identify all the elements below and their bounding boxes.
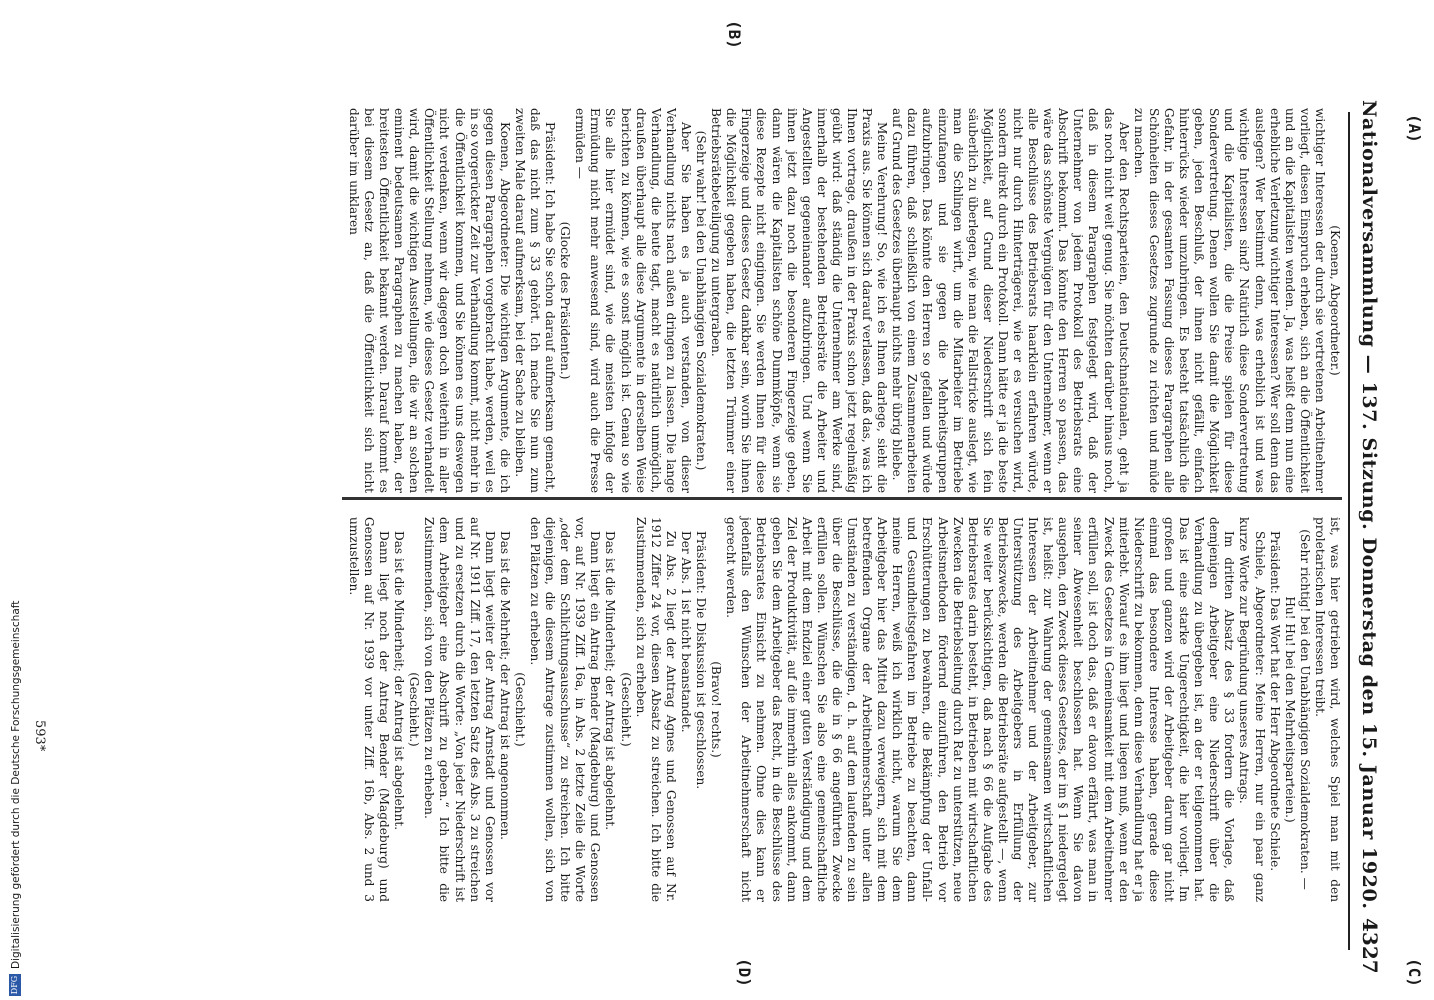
paragraph: Zu Abs. 2 liegt der Antrag Agnes und Genossen auf Nr. 1912 Ziffer 24 vor, diesen Absatz zu streichen. Ich bitte die Zustimmenden, sich zu erheben. [633,517,678,902]
left-column [346,108,1342,493]
paragraph: Meine Verehrung! So, wie ich es Ihnen darlege, sieht die Praxis aus. Sie können sich darauf verlassen, daß das, was ich Ihnen vortrage, draußen in der Praxis schon jetzt regelmäßig geübt wird: daß ständig die Unternehmer am Werke sind, innerhalb der bestehenden Betriebsräte die Arbeiter und Angestellten gegeneinander aufzubringen. Und wenn Sie ihnen jetzt dazu noch die besonderen Fingerzeige geben, dann wären die Kapitalisten schöne Dummköpfe, wenn sie diese Rezepte nicht eingingen. Sie werden Ihnen für diese Fingerzeige und dieses Gesetz dankbar sein, worin Sie ihnen die Möglichkeit gegeben haben, die letzten Trümmer einer Betriebsrätebeteiligung zu untergraben. [709,108,890,493]
page-reference: 593* [32,720,47,752]
paragraph: Das ist die Minderheit; der Antrag ist abgelehnt. [392,531,407,831]
interjection: (Sehr richtig! bei den Unabhängigen Sozialdemokraten. — Hu! Hu! bei den Mehrheitsparteien.) [1282,529,1312,890]
interjection: (Geschieht.) [407,672,422,747]
digitization-credit [4,1,20,996]
speaker-paragraph: Koenen, Abgeordneter: Die wichtigen Argumente, die ich gegen diesen Paragraphen vorgebracht habe, werden, weil es in so vorgerückter Zeit zur Verhandlung kommt, nicht mehr in die Öffentlichkeit kommen, und Sie können es uns deswegen nicht verdenken, wenn wir dagegen doch weiterhin in aller Öffentlichkeit Stellung nehmen, wie dieses Gesetz verhandelt wird, damit die wichtigen Ausstellungen, die wir an solchen eminent bedeutsamen Paragraphen zu machen haben, der breitesten Öffentlichkeit bekannt werden. Darauf kommt es bei diesem Gesetz an, daß die Öffentlichkeit sich nicht darüber im unklaren [346,108,512,493]
page-number: 4327 [1358,918,1382,974]
president-remark: Präsident: Das Wort hat der Herr Abgeordnete Schiele. [1267,531,1282,872]
paragraph: wichtiger Interessen der durch sie vertretenen Arbeitnehmer vorliegt, diesen Einspruch erheben, sich an die Öffentlichkeit und an die Kapitalisten wenden. Ja, was heißt denn nun eine erhebliche Verletzung wichtiger Interessen? Wer soll denn das auslegen? Wer bestimmt denn, was erheblich ist und was wichtige Interessen sind? Natürlich diese Sondervertretung und die Kapitalisten, die die Preise spielen für diese Sondervertretung. Denen wollen Sie damit die Möglichkeit geben, jeden Beschluß, der ihnen nicht gefällt, einfach hinterrücks wieder umzubringen. Es besteht tatsächlich die Gefahr, in der gesamten Fassung dieses Paragraphen alle Schönheiten dieses Gesetzes zugrunde zu richten und müde zu machen. [1131,108,1327,493]
president-remark: Präsident: Die Diskussion ist geschlossen. [694,531,709,790]
interjection: (Sehr wahr! bei den Unabhängigen Sozialdemokraten.) [694,130,709,471]
paragraph: Im dritten Absatz des § 33 fordern die Vorlage, daß demjenigen Arbeitgeber eine Niederschrift über die Verhandlung zu übergeben ist, an der er teilgenommen hat. Das ist eine starke Ungerechtigkeit, die hier vorliegt. Im großen und ganzen wird der Arbeitgeber darum gar nicht einmal das besondere Interesse haben, gerade diese Niederschrift zu bekommen, denn diese Verhandlung hat er ja miterlebt. Worauf es ihm liegt und liegen muß, wenn er den Zweck des Gesetzes in Gemeinsamkeit mit dem Arbeitnehmer erfüllen soll, ist doch das, daß er davon erfährt, was man in seiner Abwesenheit beschlossen hat. Wenn Sie davon ausgehen, den Zweck dieses Gesetzes, der im § 1 niedergelegt ist, heißt: zur Wahrung der gemeinsamen wirtschaftlichen Interessen der Arbeitnehmer und der Arbeitgeber, zur Unterstützung des Arbeitgebers in Erfüllung der Betriebszwecke, werden die Betriebsräte aufgestellt —, wenn Sie weiter berücksichtigen, daß nach § 66 die Aufgabe des Betriebsrates darin besteht, in Betrieben mit wirtschaftlichen Zwecken die Betriebsleitung durch Rat zu unterstützen, neue Arbeitsmethoden fördernd einzuführen, den Betrieb vor Erschütterungen zu bewahren, die Bekämpfung der Unfall- und Gesundheitsgefahren im Betriebe zu beachten, dann meine Herren, weiß ich wirklich nicht, warum Sie dem Arbeitgeber hier das Mittel dazu verweigern, sich mit dem betreffenden Organe der Arbeitnehmerschaft unter allen Umständen zu verständigen, d. h. auf dem laufenden zu sein über die Beschlüsse, die die in § 66 angeführten Zwecke erfüllen sollen. Wünschen Sie also eine gemeinschaftliche Arbeit mit dem Endziel einer guten Verständigung und dem Ziel der Produktivität, auf die immerhin alles ankommt, dann geben Sie dem Arbeitgeber das Recht, in die Beschlüsse des Betriebsrates Einsicht zu nehmen. Ohne dies kann er jedenfalls den Wünschen der Arbeitnehmerschaft nicht gerecht werden. [724,517,1237,902]
paragraph: ist, was hier getrieben wird, welches Spiel man mit den proletarischen Interessen treibt. [1312,517,1342,902]
page-header [1358,0,1434,1000]
interjection: (Geschieht.) [512,672,527,747]
speaker-note: (Koenen, Abgeordneter.) [1328,225,1342,376]
header-rule [1348,112,1350,950]
paragraph: Der Abs. 1 ist nicht beanstandet. [678,531,693,733]
column-divider [342,497,1342,500]
paragraph: Das ist die Mehrheit; der Antrag ist angenommen. [497,531,512,841]
paragraph: Dann liegt noch der Antrag Bender (Magdeburg) und Genossen auf Nr. 1939 vor unter Ziff. 16b, Abs. 2 und 3 umzustellen. [346,517,392,902]
right-column [346,517,1342,902]
margin-marker-b: (B) [725,20,744,49]
paragraph: Dann liegt ein Antrag Bender (Magdeburg) und Genossen vor, auf Nr. 1939 Ziff. 16a, in Abs. 2 letzte Zeile die Worte „oder dem Schlichtungsausschusse“ zu streichen. Ich bitte diejenigen, die diesem Antrage zustimmen wollen, sich von den Plätzen zu erheben. [528,517,603,902]
president-remark: Präsident: Ich habe Sie schon darauf aufmerksam gemacht, daß das nicht zum § 33 gehört. Ich mache Sie nun zum zweiten Male darauf aufmerksam, bei der Sache zu bleiben. [512,108,558,493]
interjection: (Bravo! rechts.) [709,661,724,758]
speaker-paragraph: Schiele, Abgeordneter: Meine Herren, nur ein paar ganz kurze Worte zur Begründung unseres Antrags. [1237,517,1267,902]
interjection: (Glocke des Präsidenten.) [558,221,573,380]
margin-marker-c: (C) [1405,958,1424,987]
credit-text: Digitalisierung gefördert durch die Deutsche Forschungsgemeinschaft [10,600,22,969]
margin-marker-a: (A) [1405,114,1424,143]
paragraph: Dann liegt weiter der Antrag Arnstadt und Genossen vor auf Nr. 1911 Ziff. 17, den letzten Satz des Abs. 3 zu streichen und zu ersetzen durch die Worte: „Von jeder Niederschrift ist dem Arbeitgeber eine Abschrift zu geben.“ Ich bitte die Zustimmenden, sich von den Plätzen zu erheben. [422,517,497,902]
paragraph: Aber Sie haben es ja auch verstanden, von dieser Verhandlung nichts nach außen dringen zu lassen. Die lange Verhandlung, die heute tagt, macht es natürlich unmöglich, draußen überhaupt alle diese Argumente in derselben Weise berichten zu können, wie es sonst möglich ist. Genau so wie Sie alle hier ermüdet sind, wie die meisten infolge der Ermüdung nicht mehr anwesend sind, wird auch die Presse ermüden — [573,108,693,493]
margin-marker-d: (D) [735,958,754,987]
dfg-logo-icon: DFG [9,975,19,995]
page-title: Nationalversammlung — 137. Sitzung. Donnerstag den 15. Januar 1920. [1358,100,1380,910]
paragraph: Aber den Rechtsparteien, den Deutschnationalen, geht ja das noch nicht weit genug. Sie möchten darüber hinaus noch, daß in diesem Paragraphen festgelegt wird, daß der Unternehmer von jedem Protokoll des Betriebsrats eine Abschrift bekommt. Das könnte den Herren so passen, das wäre das schönste Vergnügen für den Unternehmer, wenn er alle Beschlüsse des Betriebsrats haarklein erfahren würde, nicht nur durch Hinterträgerei, wie er es versuchen wird, sondern direkt durch ein Protokoll. Dann hätte er ja die beste Möglichkeit, auf Grund dieser Niederschrift sich fein säuberlich zu überlegen, wie man die Fallstricke auslegt, wie man die Schlingen wirft, um die Mitarbeiter im Betriebe einzufangen und sie gegen die Mehrheitsgruppen aufzubringen. Das könnte den Herren so gefallen und würde dazu führen, daß schließlich von einem Zusammenarbeiten auf Grund des Gesetzes überhaupt nichts mehr übrig bliebe. [890,108,1131,493]
interjection: (Geschieht.) [618,672,633,747]
paragraph: Das ist die Minderheit; der Antrag ist abgelehnt. [603,531,618,831]
